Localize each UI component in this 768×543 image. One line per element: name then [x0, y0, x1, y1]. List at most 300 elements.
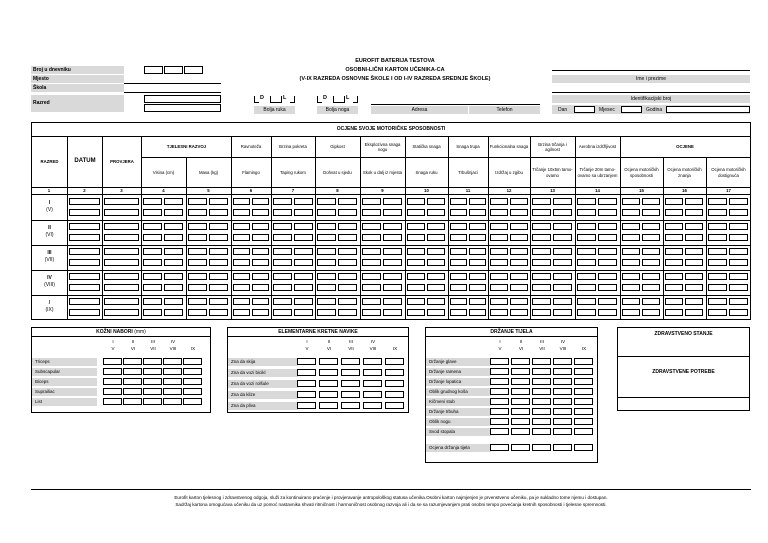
- cell-input[interactable]: [532, 198, 551, 205]
- cell-input[interactable]: [490, 209, 508, 216]
- cell-input[interactable]: [665, 284, 683, 291]
- cell-input[interactable]: [407, 259, 425, 266]
- drzanje-item-input[interactable]: [490, 418, 509, 425]
- cell-input[interactable]: [69, 223, 100, 230]
- cell-input[interactable]: [188, 223, 207, 230]
- cell-input[interactable]: [469, 223, 486, 230]
- cell-input[interactable]: [665, 198, 683, 205]
- cell-input[interactable]: [164, 273, 183, 280]
- cell-input[interactable]: [469, 209, 486, 216]
- cell-input[interactable]: [209, 223, 228, 230]
- koza-item-input[interactable]: [143, 388, 162, 395]
- cell-input[interactable]: [642, 298, 660, 305]
- koza-item-input[interactable]: [163, 368, 182, 375]
- cell-input[interactable]: [362, 234, 381, 241]
- cell-input[interactable]: [383, 198, 402, 205]
- cell-input[interactable]: [273, 234, 292, 241]
- cell-input[interactable]: [708, 298, 727, 305]
- cell-input[interactable]: [450, 259, 467, 266]
- cell-input[interactable]: [362, 209, 381, 216]
- cell-input[interactable]: [665, 248, 683, 255]
- cell-input[interactable]: [317, 309, 336, 316]
- cell-input[interactable]: [273, 248, 292, 255]
- cell-input[interactable]: [209, 198, 228, 205]
- cell-input[interactable]: [383, 223, 402, 230]
- cell-input[interactable]: [427, 309, 445, 316]
- cell-input[interactable]: [338, 234, 357, 241]
- cell-input[interactable]: [553, 259, 572, 266]
- cell-input[interactable]: [188, 198, 207, 205]
- cell-input[interactable]: [708, 309, 727, 316]
- kretne-item-input[interactable]: [297, 380, 316, 387]
- cell-input[interactable]: [665, 209, 683, 216]
- kretne-item-input[interactable]: [319, 391, 338, 398]
- cell-input[interactable]: [708, 284, 727, 291]
- cell-input[interactable]: [143, 273, 162, 280]
- drzanje-item-input[interactable]: [490, 358, 509, 365]
- koza-item-input[interactable]: [103, 398, 122, 405]
- cell-input[interactable]: [532, 259, 551, 266]
- koza-item-input[interactable]: [163, 388, 182, 395]
- cell-input[interactable]: [362, 248, 381, 255]
- cell-input[interactable]: [209, 259, 228, 266]
- koza-item-input[interactable]: [163, 378, 182, 385]
- cell-input[interactable]: [294, 309, 313, 316]
- cell-input[interactable]: [143, 298, 162, 305]
- cell-input[interactable]: [317, 223, 336, 230]
- cell-input[interactable]: [708, 248, 727, 255]
- cell-input[interactable]: [598, 248, 617, 255]
- cell-input[interactable]: [685, 259, 703, 266]
- drzanje-item-input[interactable]: [511, 358, 530, 365]
- kretne-item-input[interactable]: [341, 402, 360, 409]
- drzanje-item-input[interactable]: [490, 408, 509, 415]
- cell-input[interactable]: [294, 209, 313, 216]
- cell-input[interactable]: [104, 198, 139, 205]
- cell-input[interactable]: [450, 198, 467, 205]
- cell-input[interactable]: [362, 259, 381, 266]
- cell-input[interactable]: [233, 273, 250, 280]
- kretne-item-input[interactable]: [385, 391, 404, 398]
- leg-d-box[interactable]: [317, 96, 322, 103]
- cell-input[interactable]: [553, 273, 572, 280]
- cell-input[interactable]: [338, 259, 357, 266]
- broj-box-2[interactable]: [164, 66, 183, 74]
- cell-input[interactable]: [532, 273, 551, 280]
- cell-input[interactable]: [598, 234, 617, 241]
- cell-input[interactable]: [69, 309, 100, 316]
- drzanje-item-input[interactable]: [511, 368, 530, 375]
- cell-input[interactable]: [622, 198, 640, 205]
- godina-box[interactable]: [666, 106, 750, 113]
- cell-input[interactable]: [69, 298, 100, 305]
- cell-input[interactable]: [143, 209, 162, 216]
- kretne-item-input[interactable]: [341, 391, 360, 398]
- cell-input[interactable]: [469, 234, 486, 241]
- drzanje-item-input[interactable]: [511, 408, 530, 415]
- cell-input[interactable]: [490, 248, 508, 255]
- cell-input[interactable]: [104, 298, 139, 305]
- cell-input[interactable]: [294, 273, 313, 280]
- drzanje-item-input[interactable]: [532, 368, 551, 375]
- cell-input[interactable]: [577, 209, 596, 216]
- cell-input[interactable]: [427, 284, 445, 291]
- cell-input[interactable]: [665, 273, 683, 280]
- cell-input[interactable]: [143, 284, 162, 291]
- drzanje-footer-input[interactable]: [553, 444, 572, 451]
- cell-input[interactable]: [252, 309, 269, 316]
- cell-input[interactable]: [294, 259, 313, 266]
- cell-input[interactable]: [69, 284, 100, 291]
- cell-input[interactable]: [577, 234, 596, 241]
- cell-input[interactable]: [69, 198, 100, 205]
- koza-item-input[interactable]: [183, 378, 202, 385]
- cell-input[interactable]: [362, 273, 381, 280]
- cell-input[interactable]: [622, 259, 640, 266]
- cell-input[interactable]: [642, 198, 660, 205]
- cell-input[interactable]: [598, 284, 617, 291]
- cell-input[interactable]: [407, 273, 425, 280]
- cell-input[interactable]: [338, 223, 357, 230]
- cell-input[interactable]: [317, 248, 336, 255]
- cell-input[interactable]: [685, 298, 703, 305]
- cell-input[interactable]: [427, 298, 445, 305]
- cell-input[interactable]: [642, 273, 660, 280]
- koza-item-input[interactable]: [163, 358, 182, 365]
- cell-input[interactable]: [622, 284, 640, 291]
- kretne-item-input[interactable]: [363, 358, 382, 365]
- cell-input[interactable]: [427, 273, 445, 280]
- cell-input[interactable]: [407, 248, 425, 255]
- cell-input[interactable]: [104, 309, 139, 316]
- cell-input[interactable]: [252, 273, 269, 280]
- cell-input[interactable]: [622, 223, 640, 230]
- cell-input[interactable]: [164, 259, 183, 266]
- koza-item-input[interactable]: [123, 368, 142, 375]
- cell-input[interactable]: [188, 209, 207, 216]
- cell-input[interactable]: [450, 298, 467, 305]
- cell-input[interactable]: [665, 234, 683, 241]
- drzanje-item-input[interactable]: [490, 388, 509, 395]
- drzanje-item-input[interactable]: [574, 428, 593, 435]
- cell-input[interactable]: [577, 248, 596, 255]
- koza-item-input[interactable]: [103, 368, 122, 375]
- cell-input[interactable]: [273, 309, 292, 316]
- drzanje-item-input[interactable]: [511, 418, 530, 425]
- cell-input[interactable]: [642, 259, 660, 266]
- cell-input[interactable]: [317, 284, 336, 291]
- cell-input[interactable]: [427, 198, 445, 205]
- koza-item-input[interactable]: [183, 358, 202, 365]
- cell-input[interactable]: [577, 284, 596, 291]
- kretne-item-input[interactable]: [385, 402, 404, 409]
- kretne-item-input[interactable]: [319, 358, 338, 365]
- koza-item-input[interactable]: [103, 358, 122, 365]
- cell-input[interactable]: [729, 273, 748, 280]
- cell-input[interactable]: [338, 309, 357, 316]
- cell-input[interactable]: [469, 273, 486, 280]
- cell-input[interactable]: [427, 259, 445, 266]
- cell-input[interactable]: [450, 209, 467, 216]
- cell-input[interactable]: [252, 234, 269, 241]
- kretne-item-input[interactable]: [319, 380, 338, 387]
- cell-input[interactable]: [469, 309, 486, 316]
- cell-input[interactable]: [209, 298, 228, 305]
- cell-input[interactable]: [104, 259, 139, 266]
- cell-input[interactable]: [317, 259, 336, 266]
- cell-input[interactable]: [407, 234, 425, 241]
- hand-l-box[interactable]: [290, 96, 295, 103]
- drzanje-item-input[interactable]: [574, 418, 593, 425]
- cell-input[interactable]: [338, 284, 357, 291]
- cell-input[interactable]: [510, 223, 528, 230]
- cell-input[interactable]: [383, 259, 402, 266]
- cell-input[interactable]: [69, 259, 100, 266]
- cell-input[interactable]: [577, 309, 596, 316]
- cell-input[interactable]: [252, 284, 269, 291]
- drzanje-footer-input[interactable]: [490, 444, 509, 451]
- cell-input[interactable]: [729, 309, 748, 316]
- cell-input[interactable]: [383, 234, 402, 241]
- cell-input[interactable]: [642, 209, 660, 216]
- drzanje-item-input[interactable]: [553, 408, 572, 415]
- cell-input[interactable]: [317, 198, 336, 205]
- drzanje-item-input[interactable]: [574, 388, 593, 395]
- drzanje-item-input[interactable]: [574, 398, 593, 405]
- cell-input[interactable]: [450, 223, 467, 230]
- cell-input[interactable]: [450, 309, 467, 316]
- cell-input[interactable]: [642, 284, 660, 291]
- cell-input[interactable]: [143, 223, 162, 230]
- cell-input[interactable]: [622, 309, 640, 316]
- cell-input[interactable]: [273, 273, 292, 280]
- cell-input[interactable]: [665, 309, 683, 316]
- kretne-item-input[interactable]: [363, 391, 382, 398]
- koza-item-input[interactable]: [143, 398, 162, 405]
- cell-input[interactable]: [642, 309, 660, 316]
- drzanje-item-input[interactable]: [553, 428, 572, 435]
- cell-input[interactable]: [665, 298, 683, 305]
- cell-input[interactable]: [685, 209, 703, 216]
- koza-item-input[interactable]: [143, 368, 162, 375]
- koza-item-input[interactable]: [123, 358, 142, 365]
- cell-input[interactable]: [490, 198, 508, 205]
- cell-input[interactable]: [642, 248, 660, 255]
- cell-input[interactable]: [273, 209, 292, 216]
- cell-input[interactable]: [383, 273, 402, 280]
- cell-input[interactable]: [553, 198, 572, 205]
- cell-input[interactable]: [469, 248, 486, 255]
- cell-input[interactable]: [622, 273, 640, 280]
- cell-input[interactable]: [69, 234, 100, 241]
- drzanje-item-input[interactable]: [553, 388, 572, 395]
- drzanje-item-input[interactable]: [532, 408, 551, 415]
- cell-input[interactable]: [104, 209, 139, 216]
- drzanje-item-input[interactable]: [532, 378, 551, 385]
- cell-input[interactable]: [577, 298, 596, 305]
- hand-d-box[interactable]: [254, 96, 259, 103]
- kretne-item-input[interactable]: [363, 380, 382, 387]
- cell-input[interactable]: [510, 259, 528, 266]
- cell-input[interactable]: [642, 234, 660, 241]
- cell-input[interactable]: [642, 223, 660, 230]
- cell-input[interactable]: [685, 234, 703, 241]
- cell-input[interactable]: [450, 248, 467, 255]
- cell-input[interactable]: [427, 248, 445, 255]
- cell-input[interactable]: [427, 234, 445, 241]
- cell-input[interactable]: [490, 259, 508, 266]
- cell-input[interactable]: [708, 209, 727, 216]
- cell-input[interactable]: [598, 259, 617, 266]
- cell-input[interactable]: [209, 234, 228, 241]
- cell-input[interactable]: [209, 273, 228, 280]
- drzanje-item-input[interactable]: [553, 398, 572, 405]
- cell-input[interactable]: [532, 298, 551, 305]
- cell-input[interactable]: [469, 298, 486, 305]
- drzanje-item-input[interactable]: [574, 368, 593, 375]
- cell-input[interactable]: [317, 298, 336, 305]
- kretne-item-input[interactable]: [319, 402, 338, 409]
- cell-input[interactable]: [598, 198, 617, 205]
- kretne-item-input[interactable]: [385, 369, 404, 376]
- cell-input[interactable]: [273, 284, 292, 291]
- cell-input[interactable]: [164, 284, 183, 291]
- drzanje-footer-input[interactable]: [532, 444, 551, 451]
- kretne-item-input[interactable]: [297, 358, 316, 365]
- cell-input[interactable]: [729, 248, 748, 255]
- cell-input[interactable]: [104, 284, 139, 291]
- cell-input[interactable]: [273, 223, 292, 230]
- cell-input[interactable]: [383, 248, 402, 255]
- cell-input[interactable]: [143, 248, 162, 255]
- cell-input[interactable]: [383, 309, 402, 316]
- cell-input[interactable]: [104, 273, 139, 280]
- cell-input[interactable]: [598, 298, 617, 305]
- cell-input[interactable]: [188, 248, 207, 255]
- cell-input[interactable]: [490, 234, 508, 241]
- cell-input[interactable]: [407, 209, 425, 216]
- cell-input[interactable]: [338, 209, 357, 216]
- cell-input[interactable]: [209, 309, 228, 316]
- cell-input[interactable]: [450, 234, 467, 241]
- cell-input[interactable]: [407, 298, 425, 305]
- drzanje-item-input[interactable]: [574, 358, 593, 365]
- cell-input[interactable]: [273, 198, 292, 205]
- cell-input[interactable]: [622, 298, 640, 305]
- cell-input[interactable]: [553, 284, 572, 291]
- cell-input[interactable]: [252, 259, 269, 266]
- koza-item-input[interactable]: [123, 388, 142, 395]
- cell-input[interactable]: [164, 223, 183, 230]
- razred-box-1[interactable]: [144, 95, 221, 103]
- drzanje-item-input[interactable]: [574, 408, 593, 415]
- cell-input[interactable]: [252, 248, 269, 255]
- cell-input[interactable]: [553, 234, 572, 241]
- hand-mid-box[interactable]: [270, 96, 282, 103]
- kretne-item-input[interactable]: [297, 369, 316, 376]
- cell-input[interactable]: [164, 309, 183, 316]
- cell-input[interactable]: [729, 259, 748, 266]
- cell-input[interactable]: [532, 309, 551, 316]
- cell-input[interactable]: [362, 198, 381, 205]
- cell-input[interactable]: [708, 259, 727, 266]
- cell-input[interactable]: [294, 298, 313, 305]
- cell-input[interactable]: [164, 234, 183, 241]
- cell-input[interactable]: [532, 284, 551, 291]
- cell-input[interactable]: [685, 273, 703, 280]
- cell-input[interactable]: [104, 248, 139, 255]
- drzanje-item-input[interactable]: [511, 428, 530, 435]
- broj-box-3[interactable]: [184, 66, 203, 74]
- cell-input[interactable]: [188, 309, 207, 316]
- cell-input[interactable]: [362, 223, 381, 230]
- drzanje-item-input[interactable]: [532, 428, 551, 435]
- cell-input[interactable]: [577, 259, 596, 266]
- cell-input[interactable]: [383, 284, 402, 291]
- cell-input[interactable]: [338, 198, 357, 205]
- cell-input[interactable]: [362, 298, 381, 305]
- cell-input[interactable]: [383, 209, 402, 216]
- drzanje-item-input[interactable]: [511, 388, 530, 395]
- drzanje-item-input[interactable]: [574, 378, 593, 385]
- cell-input[interactable]: [164, 248, 183, 255]
- cell-input[interactable]: [362, 309, 381, 316]
- cell-input[interactable]: [164, 198, 183, 205]
- dan-box[interactable]: [574, 106, 595, 113]
- cell-input[interactable]: [510, 198, 528, 205]
- cell-input[interactable]: [665, 223, 683, 230]
- cell-input[interactable]: [708, 223, 727, 230]
- cell-input[interactable]: [729, 284, 748, 291]
- cell-input[interactable]: [622, 209, 640, 216]
- cell-input[interactable]: [362, 284, 381, 291]
- mjesec-box[interactable]: [621, 106, 642, 113]
- cell-input[interactable]: [233, 248, 250, 255]
- cell-input[interactable]: [294, 248, 313, 255]
- koza-item-input[interactable]: [183, 398, 202, 405]
- drzanje-item-input[interactable]: [490, 368, 509, 375]
- broj-box-1[interactable]: [144, 66, 163, 74]
- cell-input[interactable]: [407, 223, 425, 230]
- cell-input[interactable]: [469, 198, 486, 205]
- cell-input[interactable]: [685, 309, 703, 316]
- cell-input[interactable]: [598, 223, 617, 230]
- cell-input[interactable]: [685, 223, 703, 230]
- drzanje-item-input[interactable]: [532, 418, 551, 425]
- drzanje-item-input[interactable]: [511, 398, 530, 405]
- cell-input[interactable]: [143, 198, 162, 205]
- cell-input[interactable]: [338, 273, 357, 280]
- kretne-item-input[interactable]: [385, 380, 404, 387]
- cell-input[interactable]: [273, 259, 292, 266]
- cell-input[interactable]: [469, 284, 486, 291]
- cell-input[interactable]: [427, 223, 445, 230]
- cell-input[interactable]: [510, 273, 528, 280]
- cell-input[interactable]: [553, 298, 572, 305]
- kretne-item-input[interactable]: [341, 369, 360, 376]
- cell-input[interactable]: [252, 298, 269, 305]
- drzanje-item-input[interactable]: [532, 358, 551, 365]
- cell-input[interactable]: [188, 234, 207, 241]
- cell-input[interactable]: [510, 284, 528, 291]
- cell-input[interactable]: [164, 298, 183, 305]
- cell-input[interactable]: [209, 209, 228, 216]
- cell-input[interactable]: [490, 309, 508, 316]
- cell-input[interactable]: [598, 273, 617, 280]
- cell-input[interactable]: [685, 198, 703, 205]
- drzanje-item-input[interactable]: [490, 428, 509, 435]
- cell-input[interactable]: [532, 248, 551, 255]
